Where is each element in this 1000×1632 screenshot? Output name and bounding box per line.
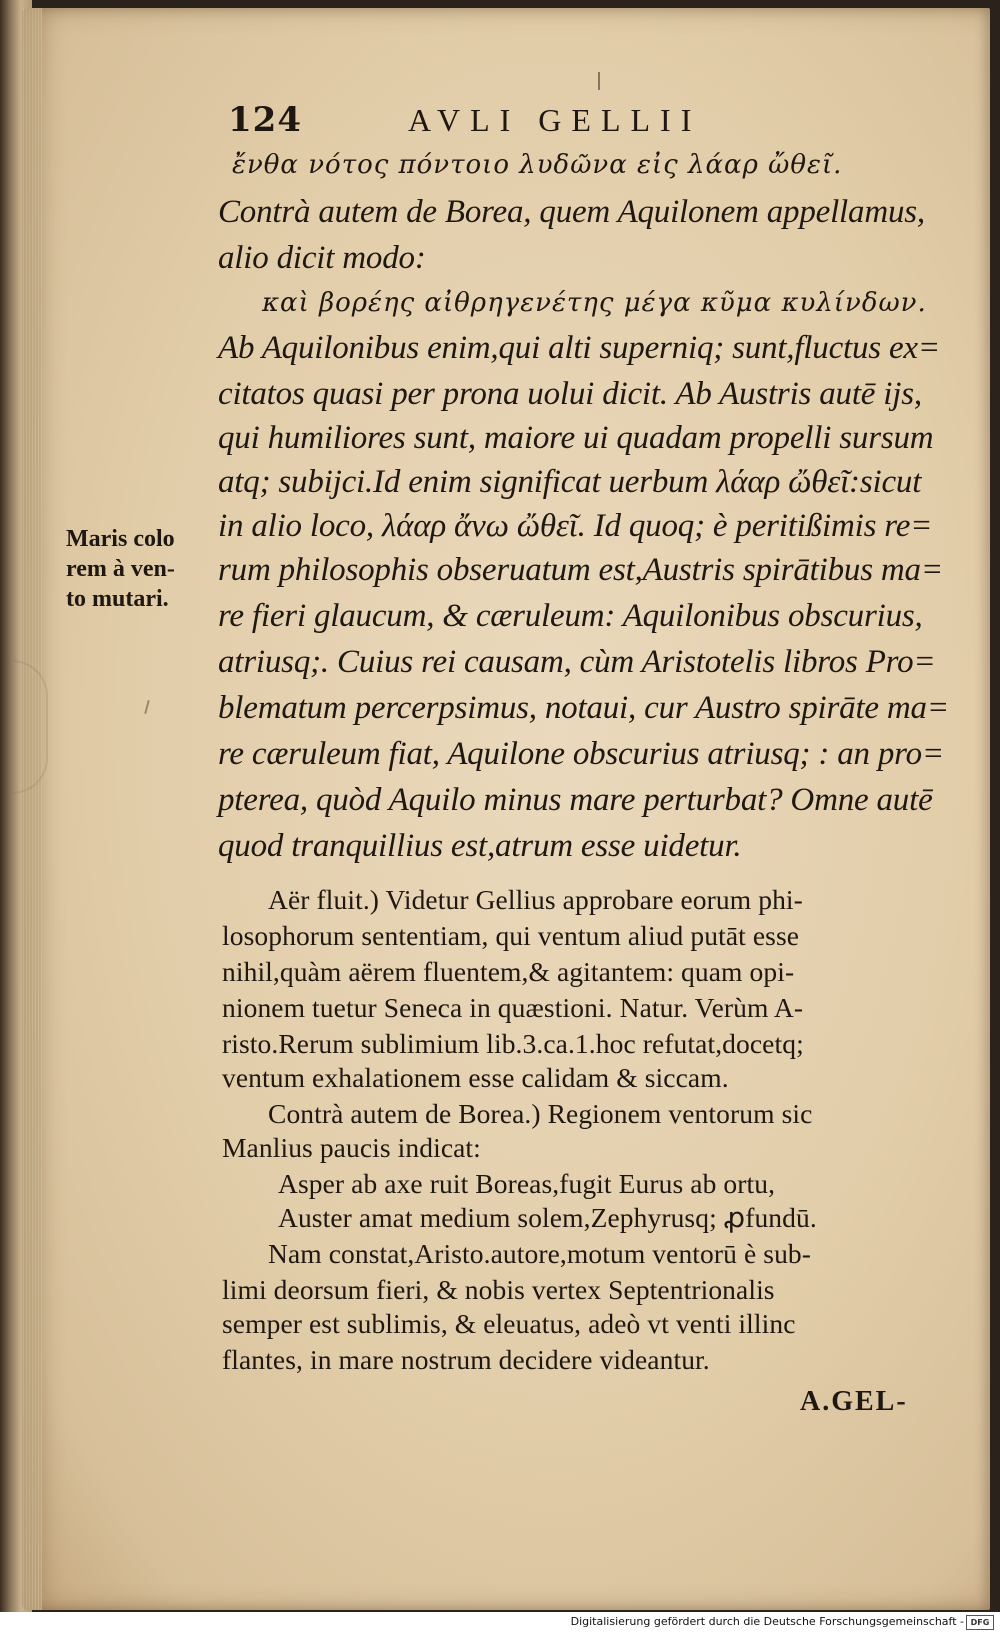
margin-note-line: to mutari. xyxy=(66,586,169,612)
main-text-line: re fieri glaucum, & cæruleum: Aquilonibus obscurius, xyxy=(218,598,923,634)
commentary-line: limi deorsum fieri, & nobis vertex Septentrionalis xyxy=(222,1274,775,1305)
dfg-logo-icon: DFG xyxy=(966,1615,994,1630)
page-number: 124 xyxy=(228,100,302,140)
commentary-line: Aër fluit.) Videtur Gellius approbare eorum phi- xyxy=(268,884,803,915)
greek-quote-line: ἔνθα νότος πόντοιο λυδῶνα εἰς λάαρ ὤθεῖ. xyxy=(232,150,843,180)
commentary-line: Manlius paucis indicat: xyxy=(222,1132,481,1163)
main-text-line: quod tranquillius est,atrum esse uidetur. xyxy=(218,828,742,864)
margin-note xyxy=(66,524,216,614)
commentary-line: ventum exhalationem esse calidam & siccam. xyxy=(222,1062,729,1093)
verse-line: Asper ab axe ruit Boreas,fugit Eurus ab ortu, xyxy=(278,1168,776,1199)
commentary-line: nionem tuetur Seneca in quæstioni. Natur. Verùm A- xyxy=(222,992,804,1023)
commentary-line: Contrà autem de Borea.) Regionem ventorum sic xyxy=(268,1098,813,1129)
main-text-line: in alio loco, λάαρ ἄνω ὤθεῖ. Id quoq; è peritißimis re= xyxy=(218,508,933,544)
main-text-line: pterea, quòd Aquilo minus mare perturbat? Omne autē xyxy=(218,782,933,818)
commentary-line: losophorum sententiam, qui ventum aliud putāt esse xyxy=(222,920,800,951)
funding-notice: Digitalisierung gefördert durch die Deutsche Forschungsgemeinschaft - xyxy=(570,1615,964,1628)
main-text-line: qui humiliores sunt, maiore ui quadam propelli sursum xyxy=(218,420,934,456)
catchword: A.GEL- xyxy=(800,1386,908,1417)
margin-note-line: rem à ven- xyxy=(66,556,175,582)
main-text-line: atriusq;. Cuius rei causam, cùm Aristotelis libros Pro= xyxy=(218,644,936,680)
main-text-line: re cæruleum fiat, Aquilone obscurius atriusq; : an pro= xyxy=(218,736,944,772)
page-tab-mark xyxy=(12,660,48,794)
main-text-line: blematum percerpsimus, notaui, cur Austro spirāte ma= xyxy=(218,690,949,726)
verse-line: Auster amat medium solem,Zephyrusq; ꝓfundū. xyxy=(278,1202,817,1233)
running-title: AVLI GELLII xyxy=(408,102,702,138)
commentary-line: semper est sublimis, & eleuatus, adeò vt venti illinc xyxy=(222,1308,796,1339)
margin-note-line: Maris colo xyxy=(66,526,175,552)
greek-quote-line: καὶ βορέης αἰθρηγενέτης μέγα κῦμα κυλίνδων. xyxy=(262,288,927,318)
main-text-line: Ab Aquilonibus enim,qui alti superniq; sunt,fluctus ex= xyxy=(218,330,940,366)
main-text-line: atq; subijci.Id enim significat uerbum λάαρ ὤθεῖ:sicut xyxy=(218,464,922,500)
commentary-line: flantes, in mare nostrum decidere videantur. xyxy=(222,1344,710,1375)
running-head xyxy=(228,100,958,146)
main-text-line: citatos quasi per prona uolui dicit. Ab Austris autē ijs, xyxy=(218,376,922,412)
commentary-line: Nam constat,Aristo.autore,motum ventorū è sub- xyxy=(268,1238,812,1269)
footer-bar xyxy=(0,1612,1000,1632)
ink-mark xyxy=(598,72,600,90)
main-text-line: rum philosophis obseruatum est,Austris spirātibus ma= xyxy=(218,552,943,588)
commentary-line: nihil,quàm aërem fluentem,& agitantem: quam opi- xyxy=(222,956,795,987)
page-stack-edge xyxy=(22,8,42,1610)
commentary-line: risto.Rerum sublimium lib.3.ca.1.hoc refutat,docetq; xyxy=(222,1028,804,1059)
main-text-line: alio dicit modo: xyxy=(218,240,426,276)
main-text-line: Contrà autem de Borea, quem Aquilonem appellamus, xyxy=(218,194,925,230)
